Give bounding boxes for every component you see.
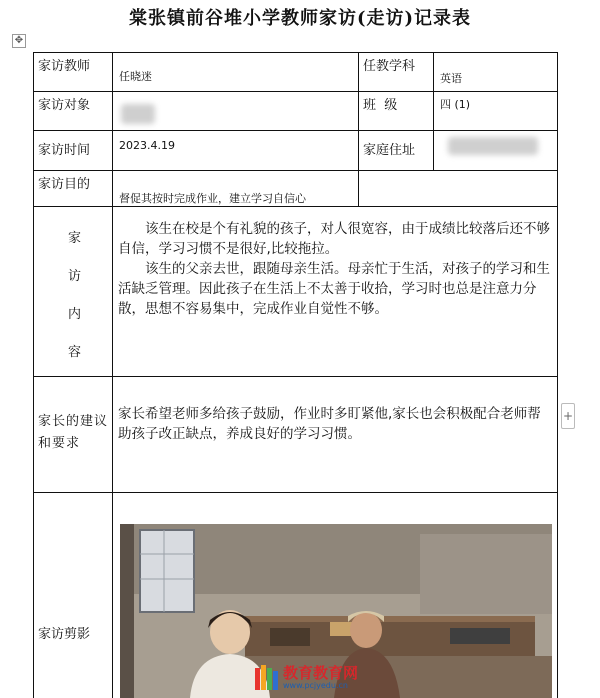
content-value-cell — [112, 206, 558, 377]
student-name-redacted — [121, 104, 155, 124]
class-label: 班 级 — [363, 98, 398, 113]
content-paragraph-2: 该生的父亲去世，跟随母亲生活。母亲忙于生活，对孩子的学习和生活缺乏管理。因此孩子在生活上不太善于收拾，学习时也总是注意力分散，思想不容易集中，完成作业自觉性不够。 — [118, 261, 550, 317]
content-paragraph-1: 该生在校是个有礼貌的孩子，对人很宽容，由于成绩比较落后还不够自信，学习习惯不是很好,比较拖拉。 — [118, 221, 550, 257]
subject-label-cell — [358, 52, 434, 92]
suggest-value: 家长希望老师多给孩子鼓励，作业时多盯紧他,家长也会积极配合老师帮助孩子改正缺点，养成良好的学习习惯。 — [118, 406, 541, 442]
subject-label: 任教学科 — [363, 59, 416, 74]
page-title: 棠张镇前谷堆小学教师家访(走访)记录表 — [128, 8, 472, 29]
content-label-char-3: 内 — [68, 307, 82, 322]
content-label-char-4: 容 — [68, 345, 82, 360]
photo-label: 家访剪影 — [38, 627, 91, 642]
purpose-label-cell — [33, 170, 113, 207]
table-move-icon[interactable]: ✥ — [12, 34, 26, 48]
student-label-cell — [33, 91, 113, 131]
watermark-name: 教育教育网 — [283, 664, 359, 682]
content-label-char-1: 家 — [68, 231, 82, 246]
purpose-extra-cell — [358, 170, 558, 207]
suggest-label: 家长的建议和要求 — [38, 414, 109, 451]
subject-value-cell — [433, 52, 558, 92]
student-label: 家访对象 — [38, 98, 91, 113]
time-value: 2023.4.19 — [119, 139, 175, 152]
teacher-label-cell — [33, 52, 113, 92]
suggest-label-cell — [33, 376, 113, 493]
student-value-cell — [112, 91, 359, 131]
purpose-value: 督促其按时完成作业，建立学习自信心 — [119, 192, 306, 205]
class-value-cell — [433, 91, 558, 131]
time-label-cell — [33, 130, 113, 171]
address-redacted — [448, 137, 538, 155]
suggest-value-cell — [112, 376, 558, 493]
add-column-icon[interactable]: + — [561, 403, 575, 429]
address-label-cell — [358, 130, 434, 171]
teacher-value: 任晓迷 — [119, 70, 152, 83]
watermark — [255, 660, 365, 696]
class-label-cell — [358, 91, 434, 131]
purpose-label: 家访目的 — [38, 177, 91, 192]
teacher-label: 家访教师 — [38, 59, 91, 74]
teacher-value-cell — [112, 52, 359, 92]
photo-label-cell — [33, 492, 113, 698]
watermark-url: www.pcjyedu.cn — [283, 681, 348, 690]
content-label-char-2: 访 — [68, 269, 82, 284]
time-value-cell — [112, 130, 359, 171]
class-value: 四 (1) — [440, 98, 471, 111]
book-logo-icon — [255, 662, 279, 692]
content-label-cell — [33, 206, 113, 377]
address-label: 家庭住址 — [363, 143, 416, 158]
purpose-value-cell — [112, 170, 359, 207]
time-label: 家访时间 — [38, 143, 91, 158]
subject-value: 英语 — [440, 72, 462, 85]
address-value-cell — [433, 130, 558, 171]
